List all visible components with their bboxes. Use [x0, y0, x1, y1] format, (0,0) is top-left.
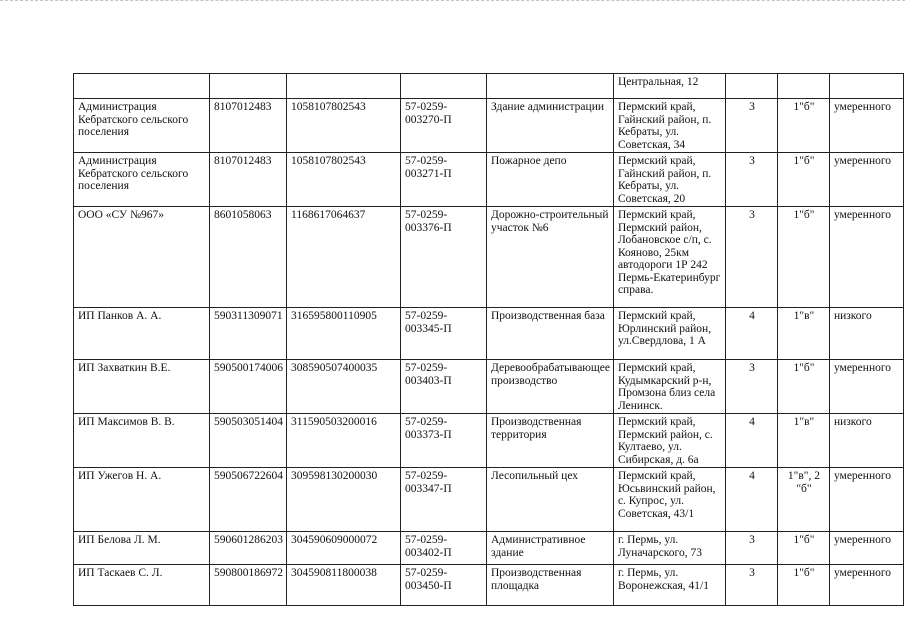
category-cell: 3 — [725, 532, 777, 565]
inn-cell: 8107012483 — [210, 99, 287, 153]
reg-number-cell: 57-0259-003373-П — [401, 414, 487, 468]
reg-number-cell: 57-0259-003450-П — [401, 565, 487, 606]
inn-cell: 8107012483 — [210, 153, 287, 207]
risk-cell: низкого — [829, 414, 903, 468]
organization-cell: ИП Ужегов Н. А. — [74, 468, 210, 532]
inn-cell: 590503051404 — [210, 414, 287, 468]
object-name-cell: Здание администрации — [487, 99, 614, 153]
table-row — [74, 360, 904, 414]
class-cell: 1"в" — [777, 414, 829, 468]
object-name-cell: Производственная площадка — [487, 565, 614, 606]
category-cell — [725, 74, 777, 99]
inn-cell: 590601286203 — [210, 532, 287, 565]
object-name-cell: Административное здание — [487, 532, 614, 565]
risk-cell: умеренного — [829, 532, 903, 565]
table-row — [74, 99, 904, 153]
organization-cell: ИП Панков А. А. — [74, 308, 210, 360]
address-cell: г. Пермь, ул. Луначарского, 73 — [613, 532, 725, 565]
inn-cell: 590800186972 — [210, 565, 287, 606]
address-cell: г. Пермь, ул. Воронежская, 41/1 — [613, 565, 725, 606]
table-row — [74, 308, 904, 360]
reg-number-cell: 57-0259-003402-П — [401, 532, 487, 565]
organization-cell: ООО «СУ №967» — [74, 207, 210, 308]
organization-cell: Администрация Кебратского сельского поселения — [74, 99, 210, 153]
class-cell: 1"б" — [777, 360, 829, 414]
category-cell: 3 — [725, 360, 777, 414]
object-name-cell: Дорожно-строительный участок №6 — [487, 207, 614, 308]
ogrn-cell: 311590503200016 — [287, 414, 401, 468]
reg-number-cell: 57-0259-003345-П — [401, 308, 487, 360]
inn-cell: 8601058063 — [210, 207, 287, 308]
address-cell: Пермский край, Юсьвинский район, с. Купрос, ул. Советская, 43/1 — [613, 468, 725, 532]
organization-cell: Администрация Кебратского сельского поселения — [74, 153, 210, 207]
table-row — [74, 565, 904, 606]
table-row — [74, 532, 904, 565]
reg-number-cell: 57-0259-003376-П — [401, 207, 487, 308]
risk-cell — [829, 74, 903, 99]
inn-cell: 590500174006 — [210, 360, 287, 414]
ogrn-cell: 316595800110905 — [287, 308, 401, 360]
category-cell: 3 — [725, 565, 777, 606]
reg-number-cell: 57-0259-003347-П — [401, 468, 487, 532]
risk-cell: умеренного — [829, 153, 903, 207]
inn-cell — [210, 74, 287, 99]
ogrn-cell: 308590507400035 — [287, 360, 401, 414]
class-cell: 1"б" — [777, 153, 829, 207]
scan-edge — [0, 0, 905, 7]
table-row — [74, 74, 904, 99]
object-name-cell: Производственная база — [487, 308, 614, 360]
organization-cell: ИП Максимов В. В. — [74, 414, 210, 468]
object-name-cell: Деревообрабатывающее производство — [487, 360, 614, 414]
object-name-cell: Пожарное депо — [487, 153, 614, 207]
table-body — [74, 74, 904, 606]
risk-cell: низкого — [829, 308, 903, 360]
class-cell: 1"в" — [777, 308, 829, 360]
ogrn-cell — [287, 74, 401, 99]
class-cell: 1"б" — [777, 532, 829, 565]
registry-table — [73, 73, 904, 606]
object-name-cell — [487, 74, 614, 99]
class-cell — [777, 74, 829, 99]
class-cell: 1"б" — [777, 207, 829, 308]
category-cell: 4 — [725, 308, 777, 360]
organization-cell: ИП Белова Л. М. — [74, 532, 210, 565]
reg-number-cell: 57-0259-003270-П — [401, 99, 487, 153]
address-cell: Пермский край, Гайнский район, п. Кебраты, ул. Советская, 20 — [613, 153, 725, 207]
address-cell: Пермский край, Пермский район, Лобановское с/п, с. Кояново, 25км автодороги 1Р 242 Пермь-Екатеринбург справа. — [613, 207, 725, 308]
ogrn-cell: 1058107802543 — [287, 153, 401, 207]
class-cell: 1"в", 2 "б" — [777, 468, 829, 532]
risk-cell: умеренного — [829, 468, 903, 532]
category-cell: 4 — [725, 414, 777, 468]
reg-number-cell — [401, 74, 487, 99]
inn-cell: 590506722604 — [210, 468, 287, 532]
table-row — [74, 153, 904, 207]
category-cell: 3 — [725, 207, 777, 308]
risk-cell: умеренного — [829, 360, 903, 414]
organization-cell — [74, 74, 210, 99]
organization-cell: ИП Таскаев С. Л. — [74, 565, 210, 606]
table-row — [74, 468, 904, 532]
address-cell: Пермский край, Кудымкарский р-н, Промзона близ села Ленинск. — [613, 360, 725, 414]
address-cell: Пермский край, Юрлинский район, ул.Свердлова, 1 А — [613, 308, 725, 360]
ogrn-cell: 309598130200030 — [287, 468, 401, 532]
risk-cell: умеренного — [829, 99, 903, 153]
ogrn-cell: 1058107802543 — [287, 99, 401, 153]
reg-number-cell: 57-0259-003271-П — [401, 153, 487, 207]
ogrn-cell: 304590811800038 — [287, 565, 401, 606]
class-cell: 1"б" — [777, 99, 829, 153]
table-row — [74, 207, 904, 308]
ogrn-cell: 304590609000072 — [287, 532, 401, 565]
reg-number-cell: 57-0259-003403-П — [401, 360, 487, 414]
table-row — [74, 414, 904, 468]
class-cell: 1"б" — [777, 565, 829, 606]
organization-cell: ИП Захваткин В.Е. — [74, 360, 210, 414]
category-cell: 3 — [725, 99, 777, 153]
inn-cell: 590311309071 — [210, 308, 287, 360]
address-cell: Центральная, 12 — [613, 74, 725, 99]
address-cell: Пермский край, Пермский район, с. Култаево, ул. Сибирская, д. 6а — [613, 414, 725, 468]
object-name-cell: Производственная территория — [487, 414, 614, 468]
risk-cell: умеренного — [829, 565, 903, 606]
address-cell: Пермский край, Гайнский район, п. Кебраты, ул. Советская, 34 — [613, 99, 725, 153]
category-cell: 4 — [725, 468, 777, 532]
category-cell: 3 — [725, 153, 777, 207]
object-name-cell: Лесопильный цех — [487, 468, 614, 532]
risk-cell: умеренного — [829, 207, 903, 308]
ogrn-cell: 1168617064637 — [287, 207, 401, 308]
